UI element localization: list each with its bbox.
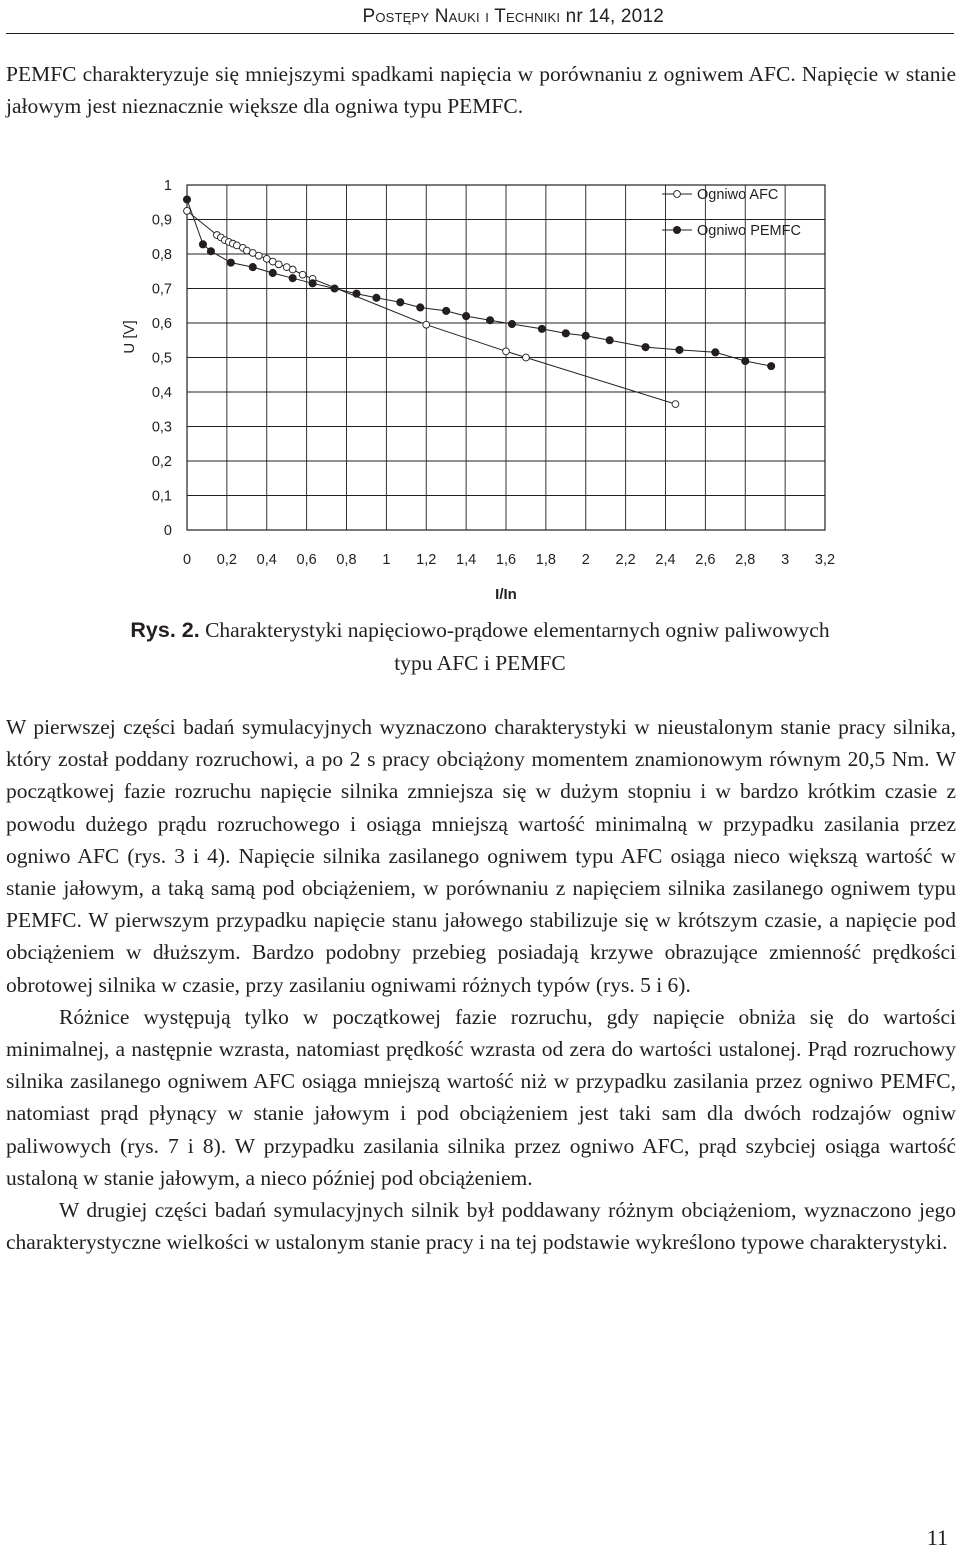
data-point-afc xyxy=(184,207,191,214)
data-point-pemfc xyxy=(249,264,256,271)
figure-chart xyxy=(100,160,860,610)
x-tick-label: 2,6 xyxy=(695,552,716,568)
data-point-afc xyxy=(503,348,510,355)
data-point-pemfc xyxy=(676,346,683,353)
y-tick-label: 0,6 xyxy=(151,316,172,332)
data-point-afc xyxy=(275,261,282,268)
data-point-pemfc xyxy=(373,294,380,301)
x-tick-label: 1,2 xyxy=(416,552,437,568)
data-point-pemfc xyxy=(508,320,515,327)
legend-label: Ogniwo AFC xyxy=(697,187,779,203)
data-point-pemfc xyxy=(227,259,234,266)
data-point-pemfc xyxy=(397,299,404,306)
figure-label: Rys. 2. xyxy=(130,618,200,642)
y-tick-label: 0,1 xyxy=(151,488,172,505)
y-tick-label: 0,9 xyxy=(151,212,172,229)
data-point-pemfc xyxy=(269,269,276,276)
x-tick-label: 0,8 xyxy=(336,552,357,568)
body-paragraph-1: W pierwszej części badań symulacyjnych wyznaczono charakterystyki w nieustalonym stanie pracy silnika, który został poddany rozruchowi, a po 2 s pracy obciążony momentem znamionowym równym 20,5 Nm. W początkowej fazie rozruchu napięcie silnika zmniejsza się w dużym stopniu i w bardzo krótkim czasie z powodu dużego prądu rozruchowego i osiąga mniejszą wartość minimalną w przypadku zasilania przez ogniwo AFC (rys. 3 i 4). Napięcie silnika zasilanego ogniwem typu AFC osiąga nieco większą wartość w stanie jałowym, a taką samą pod obciążeniem, w porównaniu z napięciem silnika zasilanego ogniwem typu PEMFC. W pierwszym przypadku napięcie stanu jałowego stabilizuje się w krótszym czasie, a napięcie pod obciążeniem w dłuższym. Bardzo podobny przebieg posiadają krzywe obrazujące zmienność prędkości obrotowej silnika w czasie, przy zasilaniu ogniwami różnych typów (rys. 5 i 6). xyxy=(6,715,956,997)
data-point-pemfc xyxy=(207,248,214,255)
x-tick-label: 0 xyxy=(182,552,192,568)
y-tick-label: 1 xyxy=(163,178,172,194)
x-axis-label: I/In xyxy=(495,586,517,603)
data-point-pemfc xyxy=(199,241,206,248)
data-point-pemfc xyxy=(463,313,470,320)
legend-marker xyxy=(673,226,680,233)
data-point-pemfc xyxy=(742,357,749,364)
data-point-pemfc xyxy=(582,332,589,339)
page-number: 11 xyxy=(926,1525,948,1550)
journal-title: Postępy Nauki i Techniki xyxy=(362,6,561,27)
x-tick-label: 0,2 xyxy=(216,552,237,568)
voltage-current-chart xyxy=(100,160,860,610)
body-paragraph-3: W drugiej części badań symulacyjnych silnik był poddawany różnym obciążeniom, wyznaczono jego charakterystyczne wielkości w ustalonym stanie pracy i na tej podstawie wykreślono typowe charakterystyki. xyxy=(6,1198,956,1255)
issue-label: nr 14, 2012 xyxy=(565,6,664,27)
series-line-afc xyxy=(187,211,676,404)
data-point-pemfc xyxy=(417,304,424,311)
header-rule xyxy=(6,33,954,34)
data-point-pemfc xyxy=(562,330,569,337)
caption-line-1: Charakterystyki napięciowo-prądowe elementarnych ogniw paliwowych xyxy=(205,618,830,642)
intro-text: PEMFC charakteryzuje się mniejszymi spadkami napięcia w porównaniu z ogniwem AFC. Napięcie w stanie jałowym jest nieznacznie większe dla ogniwa typu PEMFC. xyxy=(6,62,956,119)
data-point-afc xyxy=(523,354,530,361)
data-point-afc xyxy=(289,266,296,273)
x-tick-label: 3,2 xyxy=(814,552,836,568)
data-point-pemfc xyxy=(183,196,190,203)
data-point-pemfc xyxy=(606,337,613,344)
data-point-afc xyxy=(255,252,262,259)
data-point-pemfc xyxy=(443,307,450,314)
x-tick-label: 1,4 xyxy=(456,552,477,568)
data-point-pemfc xyxy=(486,317,493,324)
y-axis-label: U [V] xyxy=(121,320,138,354)
x-tick-label: 1,6 xyxy=(495,552,517,568)
figure-caption xyxy=(0,614,960,680)
intro-paragraph xyxy=(6,58,956,122)
data-point-afc xyxy=(423,321,430,328)
x-tick-label: 2,8 xyxy=(735,552,756,568)
data-point-pemfc xyxy=(642,344,649,351)
x-tick-label: 1,8 xyxy=(535,552,556,568)
data-point-pemfc xyxy=(768,363,775,370)
y-tick-label: 0,2 xyxy=(151,454,172,470)
data-point-pemfc xyxy=(538,325,545,332)
x-tick-label: 1 xyxy=(382,552,391,568)
x-tick-label: 2,2 xyxy=(615,552,636,568)
y-tick-label: 0,7 xyxy=(151,281,172,298)
y-tick-label: 0,4 xyxy=(151,385,172,401)
body-text xyxy=(6,711,956,1258)
caption-line-2: typu AFC i PEMFC xyxy=(394,651,566,675)
chart-legend xyxy=(662,187,801,239)
legend-marker xyxy=(674,191,681,198)
y-tick-label: 0 xyxy=(163,523,172,539)
data-point-pemfc xyxy=(289,275,296,282)
legend-label: Ogniwo PEMFC xyxy=(697,223,801,239)
x-tick-label: 2 xyxy=(581,552,590,568)
x-tick-label: 0,6 xyxy=(296,552,317,568)
x-tick-label: 0,4 xyxy=(256,552,277,568)
y-tick-label: 0,8 xyxy=(151,247,172,263)
data-point-pemfc xyxy=(353,290,360,297)
y-tick-label: 0,3 xyxy=(151,419,172,436)
data-point-afc xyxy=(672,401,679,408)
y-tick-label: 0,5 xyxy=(151,350,172,367)
data-point-pemfc xyxy=(331,285,338,292)
data-point-pemfc xyxy=(712,349,719,356)
body-paragraph-2: Różnice występują tylko w początkowej fazie rozruchu, gdy napięcie obniża się do wartości minimalnej, a następnie wzrasta, natomiast prędkość wzrasta od zera do wartości ustalonej. Prąd rozruchowy silnika zasilanego ogniwem AFC osiąga mniejszą wartość niż w przypadku zasilania przez ogniwo PEMFC, natomiast prąd płynący w stanie jałowym i pod obciążeniem jest taki sam dla dwóch rodzajów ogniw paliwowych (rys. 7 i 8). W przypadku zasilania silnika przez ogniwo AFC, prąd szybciej osiąga wartość ustaloną w stanie jałowym, a nieco później pod obciążeniem. xyxy=(6,1004,956,1190)
data-point-pemfc xyxy=(309,280,316,287)
data-point-afc xyxy=(299,271,306,278)
x-tick-label: 2,4 xyxy=(655,552,676,568)
x-tick-label: 3 xyxy=(781,552,790,568)
running-head xyxy=(362,6,664,28)
series-line-pemfc xyxy=(187,200,771,367)
chart-series xyxy=(183,196,774,408)
